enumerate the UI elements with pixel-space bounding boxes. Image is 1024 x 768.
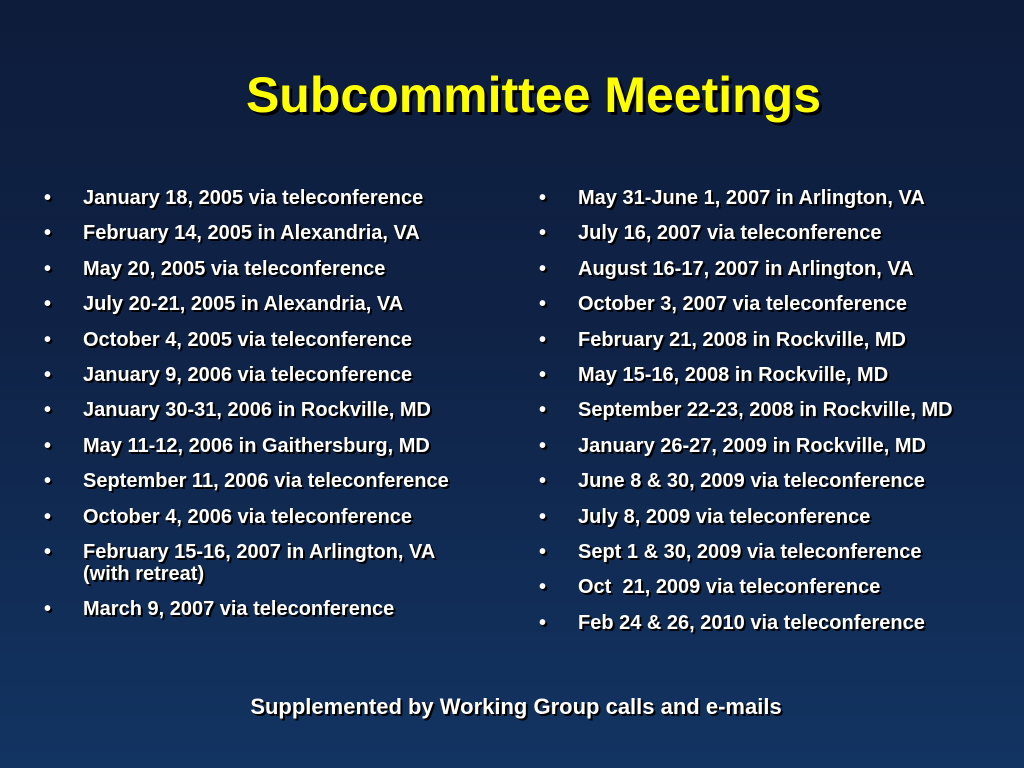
bullet-icon: •	[539, 576, 547, 599]
meeting-text: September 22-23, 2008 in Rockville, MD	[578, 399, 953, 422]
meetings-list-right	[539, 187, 1019, 647]
meeting-list-item	[44, 187, 514, 209]
meeting-list-item	[44, 364, 514, 386]
meeting-list-item	[44, 399, 514, 421]
meeting-list-item	[539, 293, 1019, 315]
meeting-list-item	[44, 598, 514, 620]
bullet-icon: •	[44, 293, 52, 316]
meeting-text: May 31-June 1, 2007 in Arlington, VA	[578, 187, 925, 209]
meeting-list-item	[44, 506, 514, 528]
meeting-list-item	[539, 470, 1019, 492]
meetings-list-left	[44, 187, 514, 634]
meeting-list-item	[539, 506, 1019, 528]
meeting-list-item	[539, 222, 1019, 244]
slide-footer: Supplemented by Working Group calls and e-mails	[250, 694, 782, 719]
meeting-text: January 26-27, 2009 in Rockville, MD	[578, 434, 926, 457]
meeting-text: June 8 & 30, 2009 via teleconference	[578, 470, 925, 493]
meeting-text: January 9, 2006 via teleconference	[83, 363, 413, 386]
meeting-text: Oct 21, 2009 via teleconference	[578, 576, 881, 599]
bullet-icon: •	[44, 505, 52, 528]
meeting-text: July 8, 2009 via teleconference	[578, 505, 871, 528]
meeting-text: February 14, 2005 in Alexandria, VA	[83, 222, 420, 245]
bullet-icon: •	[539, 399, 547, 422]
bullet-icon: •	[539, 470, 547, 493]
meeting-list-item	[44, 329, 514, 351]
meeting-text: October 3, 2007 via teleconference	[578, 293, 908, 316]
bullet-icon: •	[44, 328, 52, 351]
bullet-icon: •	[539, 540, 547, 563]
meeting-text: July 16, 2007 via teleconference	[578, 222, 882, 245]
bullet-icon: •	[539, 611, 547, 634]
bullet-icon: •	[539, 434, 547, 457]
meeting-text: May 15-16, 2008 in Rockville, MD	[578, 363, 889, 386]
bullet-icon: •	[44, 540, 52, 563]
meeting-text: October 4, 2006 via teleconference	[83, 505, 413, 528]
bullet-icon: •	[539, 293, 547, 316]
meeting-list-item	[539, 399, 1019, 421]
bullet-icon: •	[539, 257, 547, 280]
meeting-list-item	[539, 612, 1019, 634]
meeting-list-item	[44, 258, 514, 280]
meeting-list-item	[44, 470, 514, 492]
meeting-text: January 30-31, 2006 in Rockville, MD	[83, 399, 431, 422]
meeting-text: March 9, 2007 via teleconference	[83, 598, 395, 621]
meeting-list-item	[44, 541, 514, 585]
meeting-list-item	[539, 364, 1019, 386]
meeting-text: Sept 1 & 30, 2009 via teleconference	[578, 540, 922, 563]
bullet-icon: •	[539, 187, 547, 209]
bullet-icon: •	[44, 222, 52, 245]
meeting-text: (with retreat)	[83, 562, 205, 585]
meeting-text: May 20, 2005 via teleconference	[83, 257, 386, 280]
bullet-icon: •	[539, 363, 547, 386]
bullet-icon: •	[44, 187, 52, 209]
meeting-text: September 11, 2006 via teleconference	[83, 470, 449, 493]
meeting-text: October 4, 2005 via teleconference	[83, 328, 413, 351]
meeting-list-item	[539, 258, 1019, 280]
meeting-text: February 15-16, 2007 in Arlington, VA	[83, 540, 436, 563]
bullet-icon: •	[539, 505, 547, 528]
meeting-text: May 11-12, 2006 in Gaithersburg, MD	[83, 434, 430, 457]
meeting-list-item	[44, 293, 514, 315]
bullet-icon: •	[44, 434, 52, 457]
bullet-icon: •	[44, 363, 52, 386]
meeting-list-item	[539, 187, 1019, 209]
bullet-icon: •	[44, 399, 52, 422]
bullet-icon: •	[44, 470, 52, 493]
bullet-icon: •	[44, 598, 52, 621]
meeting-list-item	[44, 222, 514, 244]
meeting-list-item	[44, 435, 514, 457]
slide-title: Subcommittee Meetings	[245, 67, 822, 123]
meeting-text: Feb 24 & 26, 2010 via teleconference	[578, 611, 925, 634]
meeting-list-item	[539, 435, 1019, 457]
meeting-text: August 16-17, 2007 in Arlington, VA	[578, 257, 914, 280]
meeting-list-item	[539, 329, 1019, 351]
bullet-icon: •	[44, 257, 52, 280]
meeting-list-item	[539, 576, 1019, 598]
meeting-text: July 20-21, 2005 in Alexandria, VA	[83, 293, 404, 316]
bullet-icon: •	[539, 222, 547, 245]
meeting-text: February 21, 2008 in Rockville, MD	[578, 328, 906, 351]
bullet-icon: •	[539, 328, 547, 351]
meeting-text: January 18, 2005 via teleconference	[83, 187, 424, 209]
meeting-list-item	[539, 541, 1019, 563]
